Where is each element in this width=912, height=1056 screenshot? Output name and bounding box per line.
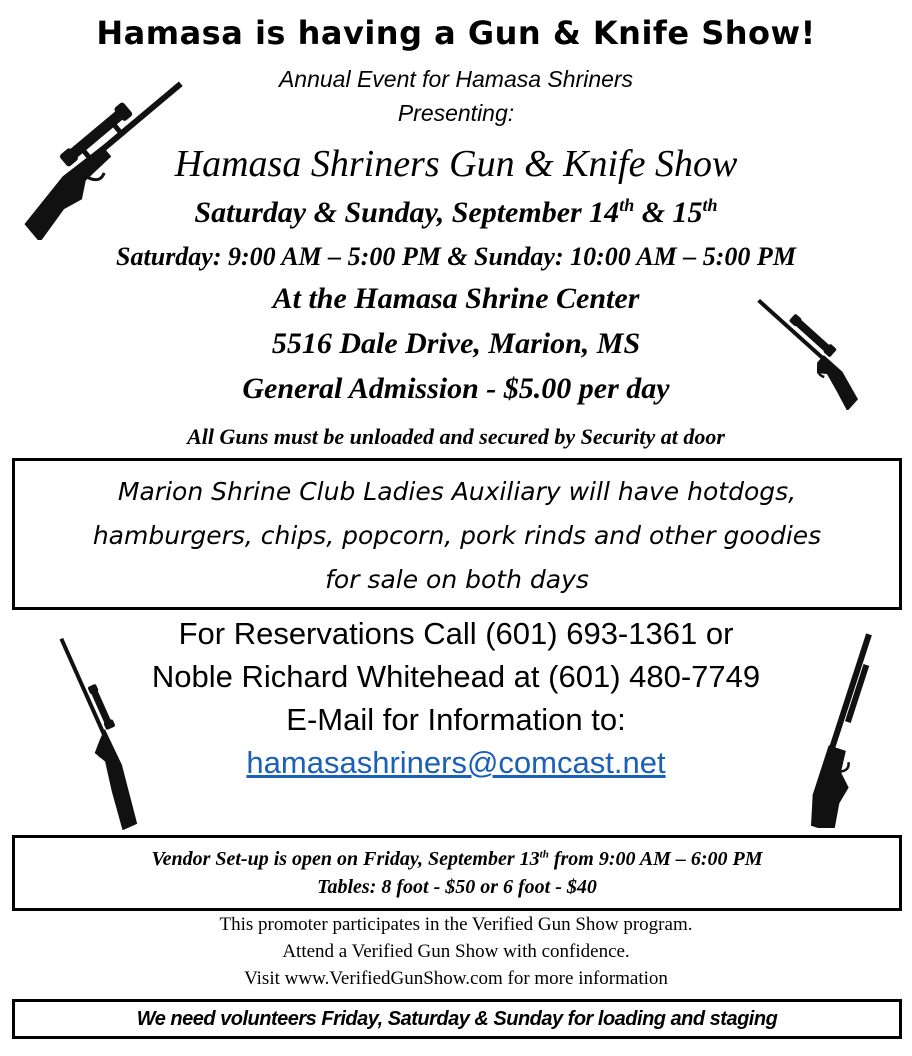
venue-address: 5516 Dale Drive, Marion, MS bbox=[271, 327, 641, 360]
rifle-scope-icon bbox=[6, 64, 196, 240]
dates-prefix: Saturday & Sunday, September 14 bbox=[194, 196, 620, 229]
vendor-sup: th bbox=[539, 848, 549, 861]
food-line-1: Marion Shrine Club Ladies Auxiliary will have hotdogs, bbox=[117, 477, 797, 506]
vendor-box bbox=[12, 835, 902, 911]
event-title: Hamasa Shriners Gun & Knife Show bbox=[174, 143, 738, 185]
dates-sup1: th bbox=[619, 195, 635, 215]
event-hours: Saturday: 9:00 AM – 5:00 PM & Sunday: 10:00 AM – 5:00 PM bbox=[116, 242, 796, 271]
rifle-icon bbox=[50, 630, 154, 830]
rifle-scope-icon bbox=[748, 286, 872, 410]
food-box bbox=[12, 458, 902, 610]
vendor-prefix: Vendor Set-up is open on Friday, September 13 bbox=[151, 848, 540, 870]
verified-line-1: This promoter participates in the Verified Gun Show program. bbox=[219, 914, 693, 935]
admission-price: General Admission - $5.00 per day bbox=[242, 372, 670, 405]
vendor-tables-line: Tables: 8 foot - $50 or 6 foot - $40 bbox=[317, 876, 597, 898]
email-label: E-Mail for Information to: bbox=[286, 702, 626, 737]
dates-sup2: th bbox=[702, 195, 718, 215]
contact-person-line: Noble Richard Whitehead at (601) 480-7749 bbox=[151, 659, 761, 694]
headline: Hamasa is having a Gun & Knife Show! bbox=[96, 14, 816, 52]
vendor-setup-line bbox=[15, 838, 899, 873]
verified-line-3: Visit www.VerifiedGunShow.com for more information bbox=[244, 968, 668, 989]
volunteers-box: We need volunteers Friday, Saturday & Sunday for loading and staging bbox=[12, 999, 902, 1039]
annual-event-text: Annual Event for Hamasa Shriners bbox=[278, 66, 634, 92]
venue-name: At the Hamasa Shrine Center bbox=[272, 282, 640, 315]
food-line-2: hamburgers, chips, popcorn, pork rinds and other goodies bbox=[92, 521, 822, 550]
dates-mid: & 15 bbox=[634, 196, 703, 229]
email-link[interactable]: hamasashriners@comcast.net bbox=[246, 745, 666, 780]
food-line-3: for sale on both days bbox=[325, 565, 589, 594]
vendor-suffix: from 9:00 AM – 6:00 PM bbox=[548, 848, 763, 870]
guns-notice: All Guns must be unloaded and secured by Security at door bbox=[187, 424, 725, 449]
verified-line-2: Attend a Verified Gun Show with confidence. bbox=[282, 941, 630, 962]
shotgun-icon bbox=[792, 632, 888, 828]
reservations-line: For Reservations Call (601) 693-1361 or bbox=[178, 616, 734, 651]
presenting-text: Presenting: bbox=[397, 100, 515, 126]
